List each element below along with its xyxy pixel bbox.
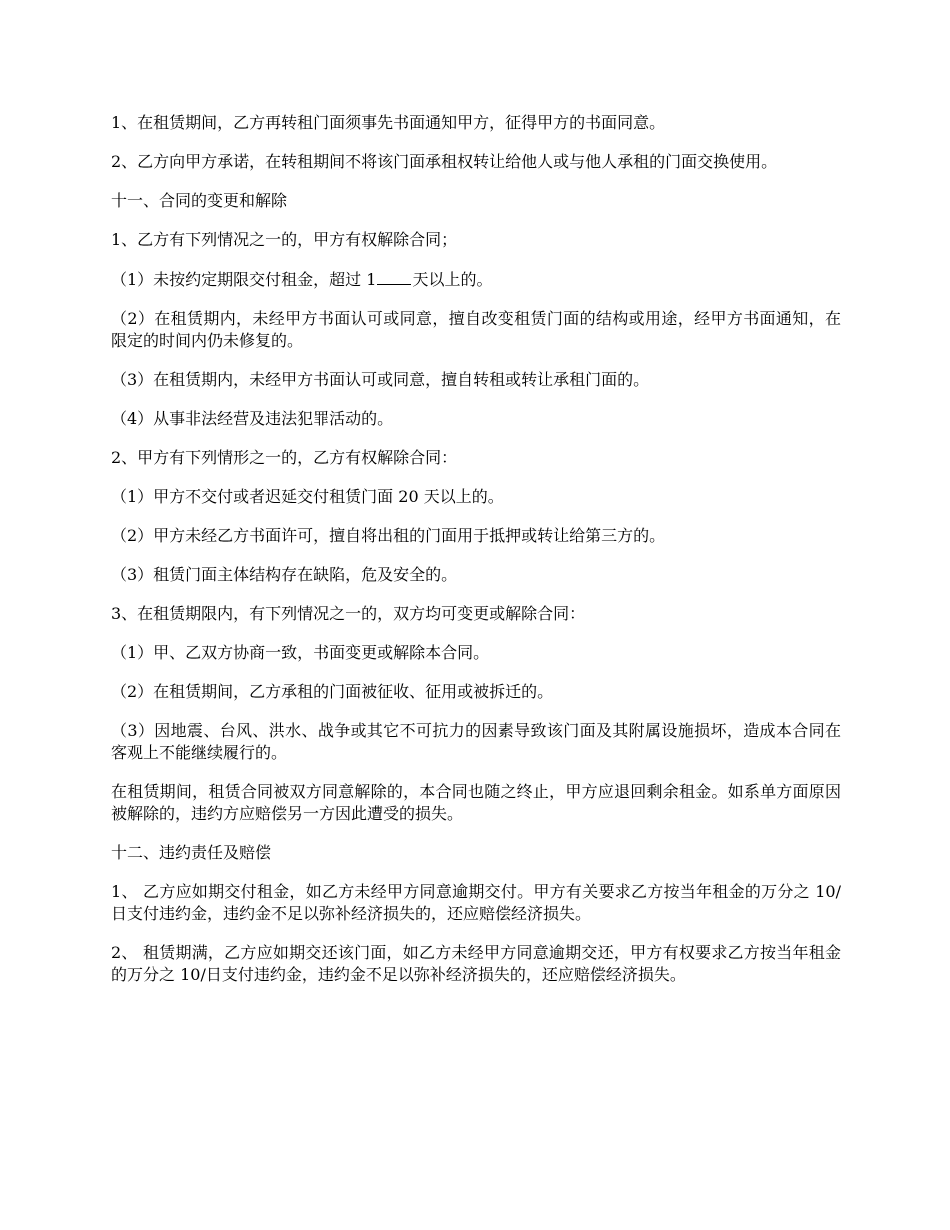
fill-in-blank <box>377 268 411 285</box>
paragraph-force-majeure: （3）因地震、台风、洪水、战争或其它不可抗力的因素导致该门面及其附属设施损坏，造成本合同在客观上不能继续履行的。 <box>111 721 841 762</box>
paragraph-sublease-promise: 2、乙方向甲方承诺，在转租期间不将该门面承租权转让给他人或与他人承租的门面交换使用。 <box>111 152 778 171</box>
paragraph-expropriation: （2）在租赁期间，乙方承租的门面被征收、征用或被拆迁的。 <box>111 682 554 701</box>
paragraph-party-b-termination: 2、甲方有下列情形之一的，乙方有权解除合同： <box>111 448 458 467</box>
paragraph-structure-change: （2）在租赁期内，未经甲方书面认可或同意，擅自改变租赁门面的结构或用途，经甲方书面通知，在限定的时间内仍未修复的。 <box>111 309 841 350</box>
paragraph-sublease-notice: 1、在租赁期间，乙方再转租门面须事先书面通知甲方，征得甲方的书面同意。 <box>111 113 666 132</box>
paragraph-termination-effect: 在租赁期间，租赁合同被双方同意解除的，本合同也随之终止，甲方应退回剩余租金。如系单方面原因被解除的，违约方应赔偿另一方因此遭受的损失。 <box>111 782 841 823</box>
overdue-rent-tail: 天以上的。 <box>412 270 493 289</box>
paragraph-late-rent-penalty: 1、 乙方应如期交付租金，如乙方未经甲方同意逾期交付。甲方有关要求乙方按当年租金的万分之 10/日支付违约金，违约金不足以弥补经济损失的，还应赔偿经济损失。 <box>111 882 841 923</box>
paragraph-late-delivery: （1）甲方不交付或者迟延交付租赁门面 20 天以上的。 <box>111 487 504 506</box>
paragraph-party-a-termination: 1、乙方有下列情况之一的，甲方有权解除合同； <box>111 230 458 249</box>
section-heading-11: 十一、合同的变更和解除 <box>111 191 288 210</box>
paragraph-consensus: （1）甲、乙双方协商一致，书面变更或解除本合同。 <box>111 643 490 662</box>
section-heading-12: 十二、违约责任及赔偿 <box>111 843 272 862</box>
paragraph-late-return-penalty: 2、 租赁期满，乙方应如期交还该门面，如乙方未经甲方同意逾期交还，甲方有权要求乙方按当年租金的万分之 10/日支付违约金，违约金不足以弥补经济损失的，还应赔偿经济损失。 <box>111 943 841 984</box>
paragraph-overdue-rent <box>111 268 841 291</box>
document-page <box>111 112 841 1003</box>
paragraph-mortgage: （2）甲方未经乙方书面许可，擅自将出租的门面用于抵押或转让给第三方的。 <box>111 526 666 545</box>
paragraph-mutual-termination: 3、在租赁期限内，有下列情况之一的，双方均可变更或解除合同： <box>111 604 586 623</box>
paragraph-structural-defect: （3）租赁门面主体结构存在缺陷，危及安全的。 <box>111 565 458 584</box>
overdue-rent-text: （1）未按约定期限交付租金，超过 1 <box>111 270 377 289</box>
paragraph-illegal-activity: （4）从事非法经营及违法犯罪活动的。 <box>111 409 394 428</box>
paragraph-unauthorized-sublease: （3）在租赁期内，未经甲方书面认可或同意，擅自转租或转让承租门面的。 <box>111 370 650 389</box>
